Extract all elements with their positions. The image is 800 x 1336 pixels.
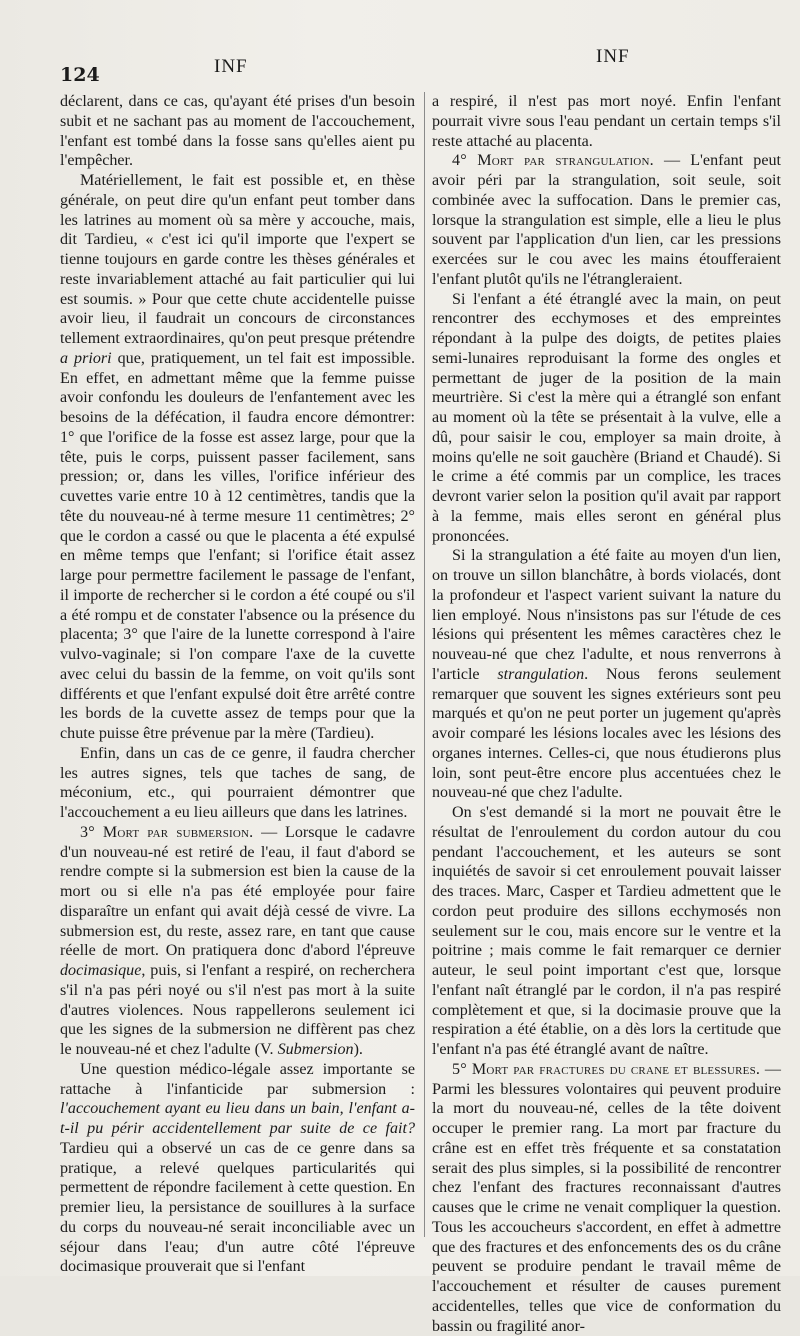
- italic-term: docimasique: [60, 962, 142, 979]
- column-divider: [424, 92, 425, 1237]
- left-column: [60, 92, 415, 1277]
- italic-term: Submersion: [277, 1041, 354, 1058]
- running-head-right: INF: [596, 46, 630, 67]
- italic-term: strangulation: [497, 665, 585, 683]
- section-heading: 5° Mort par fractures du crane et blessures.: [452, 1060, 761, 1078]
- italic-term: a priori: [60, 349, 112, 367]
- page-number: 124: [60, 64, 100, 86]
- section-paragraph: 3° Mort par submersion. — Lorsque le cadavre d'un nouveau-né est retiré de l'eau, il faut d'abord se rendre compte si la submersion est bien la cause de la mort ou si elle n'a pas été employée pour faire disparaître un enfant qui avait déjà cessé de vivre. La submersion est, du reste, assez rare, en tant que cause réelle de mort. On pratiquera donc d'abord l'épreuve docimasique, puis, si l'enfant a respiré, on recherchera s'il n'a pas péri noyé ou s'il n'est pas mort à la suite d'autres violences. Nous rappellerons seulement ici que les signes de la submersion ne diffèrent pas chez le nouveau-né et chez l'adulte (V. Submersion).: [60, 823, 415, 1058]
- paragraph: Si la strangulation a été faite au moyen d'un lien, on trouve un sillon blanchâtre, à bords violacés, dont la profondeur et l'aspect varient suivant la nature du lien employé. Nous n'insistons pas sur l'étude de ces lésions qui présentent les mêmes caractères chez le nouveau-né que chez l'adulte, et nous renverrons à l'article strangulation. Nous ferons seulement remarquer que souvent les signes extérieurs sont peu marqués et qu'on ne peut porter un jugement qu'après avoir comparé les lésions locales avec les lésions des organes internes. Celles-ci, que nous étudierons plus loin, sont peut-être encore plus accentuées chez le nouveau-né que chez l'adulte.: [432, 547, 781, 802]
- paragraph: déclarent, dans ce cas, qu'ayant été prises d'un besoin subit et ne sachant pas au moment de l'accouchement, l'enfant est tombé dans la fosse sans qu'elles aient pu l'empêcher.: [60, 93, 415, 170]
- paragraph: Une question médico-légale assez importante se rattache à l'infanticide par submersion : l'accouchement ayant eu lieu dans un bain, l'enfant a-t-il pu périr accidentellement par suite de ce fait? Tardieu qui a observé un cas de ce genre dans sa pratique, a relevé quelques particularités qui permettent de répondre facilement à cette question. En premier lieu, la persistance de souillures à la surface du corps du nouveau-né serait inconciliable avec un séjour dans l'eau; d'un autre côté l'épreuve docimasique prouverait que si l'enfant: [60, 1060, 415, 1276]
- paragraph: a respiré, il n'est pas mort noyé. Enfin l'enfant pourrait vivre sous l'eau pendant un certain temps s'il reste attaché au placenta.: [432, 93, 781, 150]
- page-header: [0, 46, 800, 86]
- section-heading: 4° Mort par strangulation.: [452, 152, 654, 170]
- section-heading: 3° Mort par submersion.: [80, 823, 254, 841]
- paragraph: Si l'enfant a été étranglé avec la main, on peut rencontrer des ecchymoses et des empreintes répondant à la pulpe des doigts, de petites plaies semi-lunaires reproduisant la forme des ongles et permettant de juger de la position de la main meurtrière. Si c'est la mère qui a étranglé son enfant au moment où la tête se présentait à la vulve, elle a dû, pour saisir le cou, employer sa main droite, à moins qu'elle ne soit gauchère (Briand et Chaudé). Si le crime a été commis par un complice, les traces devront varier selon la position qu'il avait par rapport à la femme, mais elles seront en général plus prononcées.: [432, 290, 781, 545]
- running-head-left: INF: [214, 56, 248, 77]
- paragraph: On s'est demandé si la mort ne pouvait être le résultat de l'enroulement du cordon autour du cou pendant l'accouchement, et les auteurs se sont inquiétés de savoir si cet enroulement pouvait laisser des traces. Marc, Casper et Tardieu admettent que le cordon peut produire des sillons ecchymosés non seulement sur le cou, mais encore sur le ventre et la poitrine ; mais comme le fait remarquer ce dernier auteur, le seul point important c'est que, lorsque l'enfant naît étranglé par le cordon, il n'a pas respiré complètement et que, si la docimasie prouve que la respiration a été établie, on a dès lors la certitude que l'enfant n'a pas été étranglé avant de naître.: [432, 804, 781, 1058]
- italic-question: l'accouchement ayant eu lieu dans un bain, l'enfant a-t-il pu périr accidentellement par suite de ce fait?: [60, 1100, 415, 1137]
- right-column: [432, 92, 781, 1336]
- paragraph: Enfin, dans un cas de ce genre, il faudra chercher les autres signes, tels que taches de sang, de méconium, etc., qui pourraient démontrer que l'accouchement a eu lieu ailleurs que dans les latrines.: [60, 744, 415, 821]
- paragraph: Matériellement, le fait est possible et, en thèse générale, on peut dire qu'un enfant peut tomber dans les latrines au moment où sa mère y accouche, mais, dit Tardieu, « c'est ici qu'il importe que l'expert se tienne toujours en garde contre les thèses générales et reste invariablement attaché au fait particulier qui lui est soumis. » Pour que cette chute accidentelle puisse avoir lieu, il faudrait un concours de circonstances tellement extraordinaires, qu'on peut presque prétendre a priori que, pratiquement, un tel fait est impossible. En effet, en admettant même que la femme puisse avoir confondu les douleurs de l'enfantement avec les besoins de la défécation, il faudra encore démontrer: 1° que l'orifice de la fosse est assez large, pour que la tête, puis le corps, puissent passer facilement, sans pression; or, dans les villes, l'orifice inférieur des cuvettes varie entre 10 à 12 centimètres, tandis que la tête du nouveau-né à terme mesure 11 centimètres; 2° que le cordon a cassé ou que le placenta a été expulsé en même temps que l'enfant; si l'orifice était assez large pour permettre facilement le passage de l'enfant, il importe de rechercher si le cordon a été coupé ou s'il a été rompu et de constater l'absence ou la présence du placenta; 3° que l'aire de la lunette correspond à l'aire vulvo-vaginale; si l'on compare l'axe de la cuvette avec celui du bassin de la femme, on voit qu'ils sont différents et que l'enfant expulsé doit être arrêté contre les bords de la cuvette assez de temps pour que la chute puisse être prévenue par la mère (Tardieu).: [60, 172, 415, 742]
- section-paragraph: 5° Mort par fractures du crane et blessures. — Parmi les blessures volontaires qui peuvent produire la mort du nouveau-né, celles de la tête doivent occuper le premier rang. La mort par fracture du crâne est en effet très fréquente et sa constatation serait des plus simples, si la possibilité de rencontrer chez l'enfant des fractures reconnaissant d'autres causes que le crime ne venait compliquer la question. Tous les accoucheurs s'accordent, en effet à admettre que des fractures et des enfoncements des os du crâne peuvent se produire pendant le travail même de l'accouchement et résulter de causes purement accidentelles, telles que vice de conformation du bassin ou fragilité anor-: [432, 1060, 781, 1335]
- section-paragraph: 4° Mort par strangulation. — L'enfant peut avoir péri par la strangulation, soit seule, soit combinée avec la suffocation. Dans le premier cas, lorsque la strangulation est simple, elle a lieu le plus souvent par l'application d'un lien, car les pressions exercées sur le cou avec les mains étoufferaient l'enfant plutôt qu'ils ne l'étrangleraient.: [432, 152, 781, 288]
